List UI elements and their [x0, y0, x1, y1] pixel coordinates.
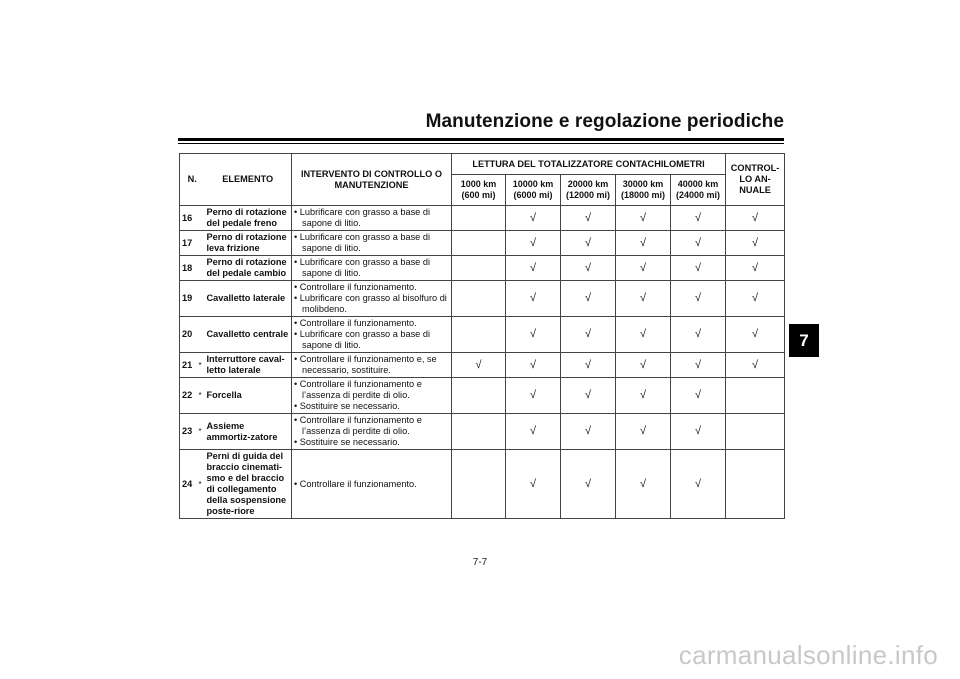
- header-action: INTERVENTO DI CONTROLLO O MANUTENZIONE: [292, 154, 452, 206]
- odometer-mi: (600 mi): [461, 190, 496, 200]
- odometer-check-cell: [561, 414, 616, 450]
- annual-check-cell: [726, 256, 785, 281]
- check-mark: √: [639, 425, 647, 437]
- row-element: Perno di rotazione del pedale freno: [205, 206, 292, 231]
- check-mark: √: [752, 211, 759, 224]
- check-mark: √: [695, 358, 702, 371]
- odometer-check-cell: [452, 450, 506, 519]
- row-number: 22: [180, 378, 196, 414]
- odometer-check-cell: [506, 414, 561, 450]
- row-number: 16: [180, 206, 196, 231]
- odometer-check-cell: [616, 353, 671, 378]
- header-annual-check: CONTROL-LO AN-NUALE: [726, 154, 785, 206]
- odometer-check-cell: [506, 353, 561, 378]
- odometer-km: 1000 km: [460, 179, 497, 189]
- action-item: • Lubrificare con grasso a base di sapone di litio.: [294, 207, 431, 228]
- dealer-service-marker: *: [196, 378, 205, 414]
- check-mark: √: [584, 236, 592, 249]
- odometer-check-cell: [452, 206, 506, 231]
- odometer-check-cell: [506, 317, 561, 353]
- check-mark: √: [695, 328, 702, 340]
- odometer-check-cell: [561, 317, 616, 353]
- odometer-km: 30000 km: [622, 179, 664, 189]
- check-mark: √: [584, 328, 592, 340]
- table-row: [180, 281, 785, 317]
- odometer-check-cell: [671, 231, 726, 256]
- check-mark: √: [529, 236, 537, 249]
- table-row: [180, 414, 785, 450]
- odometer-km: 10000 km: [512, 179, 554, 189]
- action-item: • Lubrificare con grasso a base di sapone di litio.: [294, 232, 431, 253]
- row-number: 17: [180, 231, 196, 256]
- odometer-check-cell: [452, 317, 506, 353]
- odometer-mi: (6000 mi): [513, 190, 553, 200]
- check-mark: √: [639, 358, 647, 371]
- table-row: [180, 378, 785, 414]
- row-action: [292, 378, 452, 414]
- odometer-check-cell: [671, 256, 726, 281]
- check-mark: √: [695, 236, 702, 249]
- chapter-tab: 7: [789, 324, 819, 357]
- check-mark: √: [639, 236, 647, 249]
- check-mark: √: [752, 236, 759, 249]
- header-number: N.: [180, 154, 205, 206]
- action-item: • Lubrificare con grasso a base di sapone di litio.: [294, 329, 431, 350]
- row-element: Assieme ammortiz-zatore: [205, 414, 292, 450]
- row-number: 20: [180, 317, 196, 353]
- check-mark: √: [584, 292, 592, 304]
- action-item: • Controllare il funzionamento e, se necessario, sostituire.: [294, 354, 437, 375]
- odometer-mi: (12000 mi): [565, 190, 611, 200]
- row-element: Interruttore caval-letto laterale: [205, 353, 292, 378]
- odometer-check-cell: [452, 378, 506, 414]
- annual-check-cell: [726, 414, 785, 450]
- check-mark: √: [529, 425, 537, 437]
- check-mark: √: [529, 292, 537, 304]
- odometer-check-cell: [452, 353, 506, 378]
- action-item: • Sostituire se necessario.: [294, 437, 400, 447]
- check-mark: √: [695, 211, 702, 224]
- odometer-check-cell: [616, 206, 671, 231]
- action-item: • Controllare il funzionamento e l’assenza di perdite di olio.: [294, 415, 422, 436]
- check-mark: √: [584, 211, 592, 224]
- row-element: Perni di guida del braccio cinemati-smo e del braccio di collegamento della sospensione poste-riore: [205, 450, 292, 519]
- table-row: [180, 353, 785, 378]
- title-underline-thin: [178, 143, 784, 144]
- check-mark: √: [584, 389, 592, 401]
- check-mark: √: [639, 211, 647, 224]
- row-action: [292, 317, 452, 353]
- odometer-check-cell: [561, 281, 616, 317]
- check-mark: √: [529, 358, 537, 371]
- header-element: ELEMENTO: [205, 154, 292, 206]
- row-action: [292, 414, 452, 450]
- check-mark: √: [639, 477, 647, 490]
- row-action: [292, 450, 452, 519]
- odometer-check-cell: [506, 281, 561, 317]
- odometer-check-cell: [506, 206, 561, 231]
- header-odometer-col: [561, 175, 616, 206]
- odometer-check-cell: [506, 378, 561, 414]
- page-title: Manutenzione e regolazione periodiche: [425, 111, 784, 132]
- check-mark: √: [695, 261, 702, 274]
- check-mark: √: [529, 261, 537, 274]
- table-row: [180, 317, 785, 353]
- odometer-check-cell: [561, 231, 616, 256]
- check-mark: √: [695, 389, 702, 401]
- check-mark: √: [752, 261, 759, 274]
- odometer-check-cell: [452, 281, 506, 317]
- odometer-check-cell: [561, 450, 616, 519]
- odometer-check-cell: [616, 414, 671, 450]
- dealer-service-marker: [196, 317, 205, 353]
- header-odometer-col: [616, 175, 671, 206]
- odometer-km: 20000 km: [567, 179, 609, 189]
- dealer-service-marker: [196, 206, 205, 231]
- odometer-check-cell: [561, 256, 616, 281]
- odometer-check-cell: [616, 281, 671, 317]
- row-number: 18: [180, 256, 196, 281]
- check-mark: √: [475, 358, 482, 371]
- header-odometer: LETTURA DEL TOTALIZZATORE CONTACHILOMETRI: [452, 154, 726, 175]
- dealer-service-marker: *: [196, 414, 205, 450]
- odometer-check-cell: [616, 378, 671, 414]
- check-mark: √: [639, 389, 647, 401]
- table-row: [180, 450, 785, 519]
- row-element: Cavalletto laterale: [205, 281, 292, 317]
- row-action: [292, 281, 452, 317]
- check-mark: √: [584, 477, 592, 490]
- odometer-check-cell: [616, 256, 671, 281]
- check-mark: √: [752, 328, 759, 340]
- odometer-check-cell: [506, 450, 561, 519]
- row-number: 24: [180, 450, 196, 519]
- row-action: [292, 231, 452, 256]
- row-element: Forcella: [205, 378, 292, 414]
- check-mark: √: [529, 389, 537, 401]
- row-number: 19: [180, 281, 196, 317]
- check-mark: √: [584, 425, 592, 437]
- row-element: Perno di rotazione leva frizione: [205, 231, 292, 256]
- header-odometer-col: [671, 175, 726, 206]
- check-mark: √: [529, 211, 537, 224]
- check-mark: √: [639, 292, 647, 304]
- odometer-check-cell: [671, 353, 726, 378]
- action-item: • Lubrificare con grasso al bisolfuro di molibdeno.: [294, 293, 447, 314]
- odometer-check-cell: [506, 231, 561, 256]
- action-item: • Sostituire se necessario.: [294, 401, 400, 411]
- table-row: [180, 256, 785, 281]
- dealer-service-marker: [196, 256, 205, 281]
- odometer-check-cell: [671, 317, 726, 353]
- check-mark: √: [639, 328, 647, 340]
- annual-check-cell: [726, 450, 785, 519]
- odometer-check-cell: [452, 256, 506, 281]
- odometer-check-cell: [671, 281, 726, 317]
- annual-check-cell: [726, 281, 785, 317]
- dealer-service-marker: *: [196, 450, 205, 519]
- row-element: Cavalletto centrale: [205, 317, 292, 353]
- odometer-check-cell: [561, 353, 616, 378]
- odometer-check-cell: [616, 450, 671, 519]
- odometer-mi: (18000 mi): [620, 190, 666, 200]
- odometer-check-cell: [616, 317, 671, 353]
- odometer-check-cell: [561, 206, 616, 231]
- check-mark: √: [695, 425, 702, 437]
- dealer-service-marker: [196, 281, 205, 317]
- action-item: • Controllare il funzionamento.: [294, 282, 417, 292]
- row-element: Perno di rotazione del pedale cambio: [205, 256, 292, 281]
- action-item: • Controllare il funzionamento.: [294, 318, 417, 328]
- odometer-check-cell: [616, 231, 671, 256]
- watermark: carmanualsonline.info: [678, 640, 938, 670]
- odometer-check-cell: [452, 414, 506, 450]
- dealer-service-marker: [196, 231, 205, 256]
- check-mark: √: [584, 358, 592, 371]
- check-mark: √: [584, 261, 592, 274]
- odometer-check-cell: [506, 256, 561, 281]
- row-number: 23: [180, 414, 196, 450]
- row-action: [292, 206, 452, 231]
- row-action: [292, 256, 452, 281]
- odometer-check-cell: [452, 231, 506, 256]
- check-mark: √: [639, 261, 647, 274]
- row-number: 21: [180, 353, 196, 378]
- check-mark: √: [752, 358, 759, 371]
- header-odometer-col: [506, 175, 561, 206]
- header-odometer-col: [452, 175, 506, 206]
- row-action: [292, 353, 452, 378]
- odometer-check-cell: [671, 378, 726, 414]
- action-item: • Controllare il funzionamento e l’assenza di perdite di olio.: [294, 379, 422, 400]
- odometer-check-cell: [671, 414, 726, 450]
- annual-check-cell: [726, 206, 785, 231]
- table-row: [180, 231, 785, 256]
- annual-check-cell: [726, 353, 785, 378]
- check-mark: √: [529, 477, 537, 490]
- odometer-mi: (24000 mi): [676, 190, 721, 200]
- title-underline-thick: [178, 138, 784, 141]
- annual-check-cell: [726, 317, 785, 353]
- odometer-check-cell: [561, 378, 616, 414]
- odometer-check-cell: [671, 206, 726, 231]
- odometer-check-cell: [671, 450, 726, 519]
- action-item: • Lubrificare con grasso a base di sapone di litio.: [294, 257, 431, 278]
- dealer-service-marker: *: [196, 353, 205, 378]
- check-mark: √: [529, 328, 537, 340]
- annual-check-cell: [726, 231, 785, 256]
- page-number: 7-7: [472, 557, 488, 568]
- odometer-km: 40000 km: [677, 179, 719, 189]
- check-mark: √: [695, 292, 702, 304]
- table-row: [180, 206, 785, 231]
- action-item: • Controllare il funzionamento.: [294, 478, 417, 489]
- annual-check-cell: [726, 378, 785, 414]
- check-mark: √: [752, 292, 759, 304]
- check-mark: √: [695, 477, 702, 490]
- maintenance-table: [179, 153, 785, 519]
